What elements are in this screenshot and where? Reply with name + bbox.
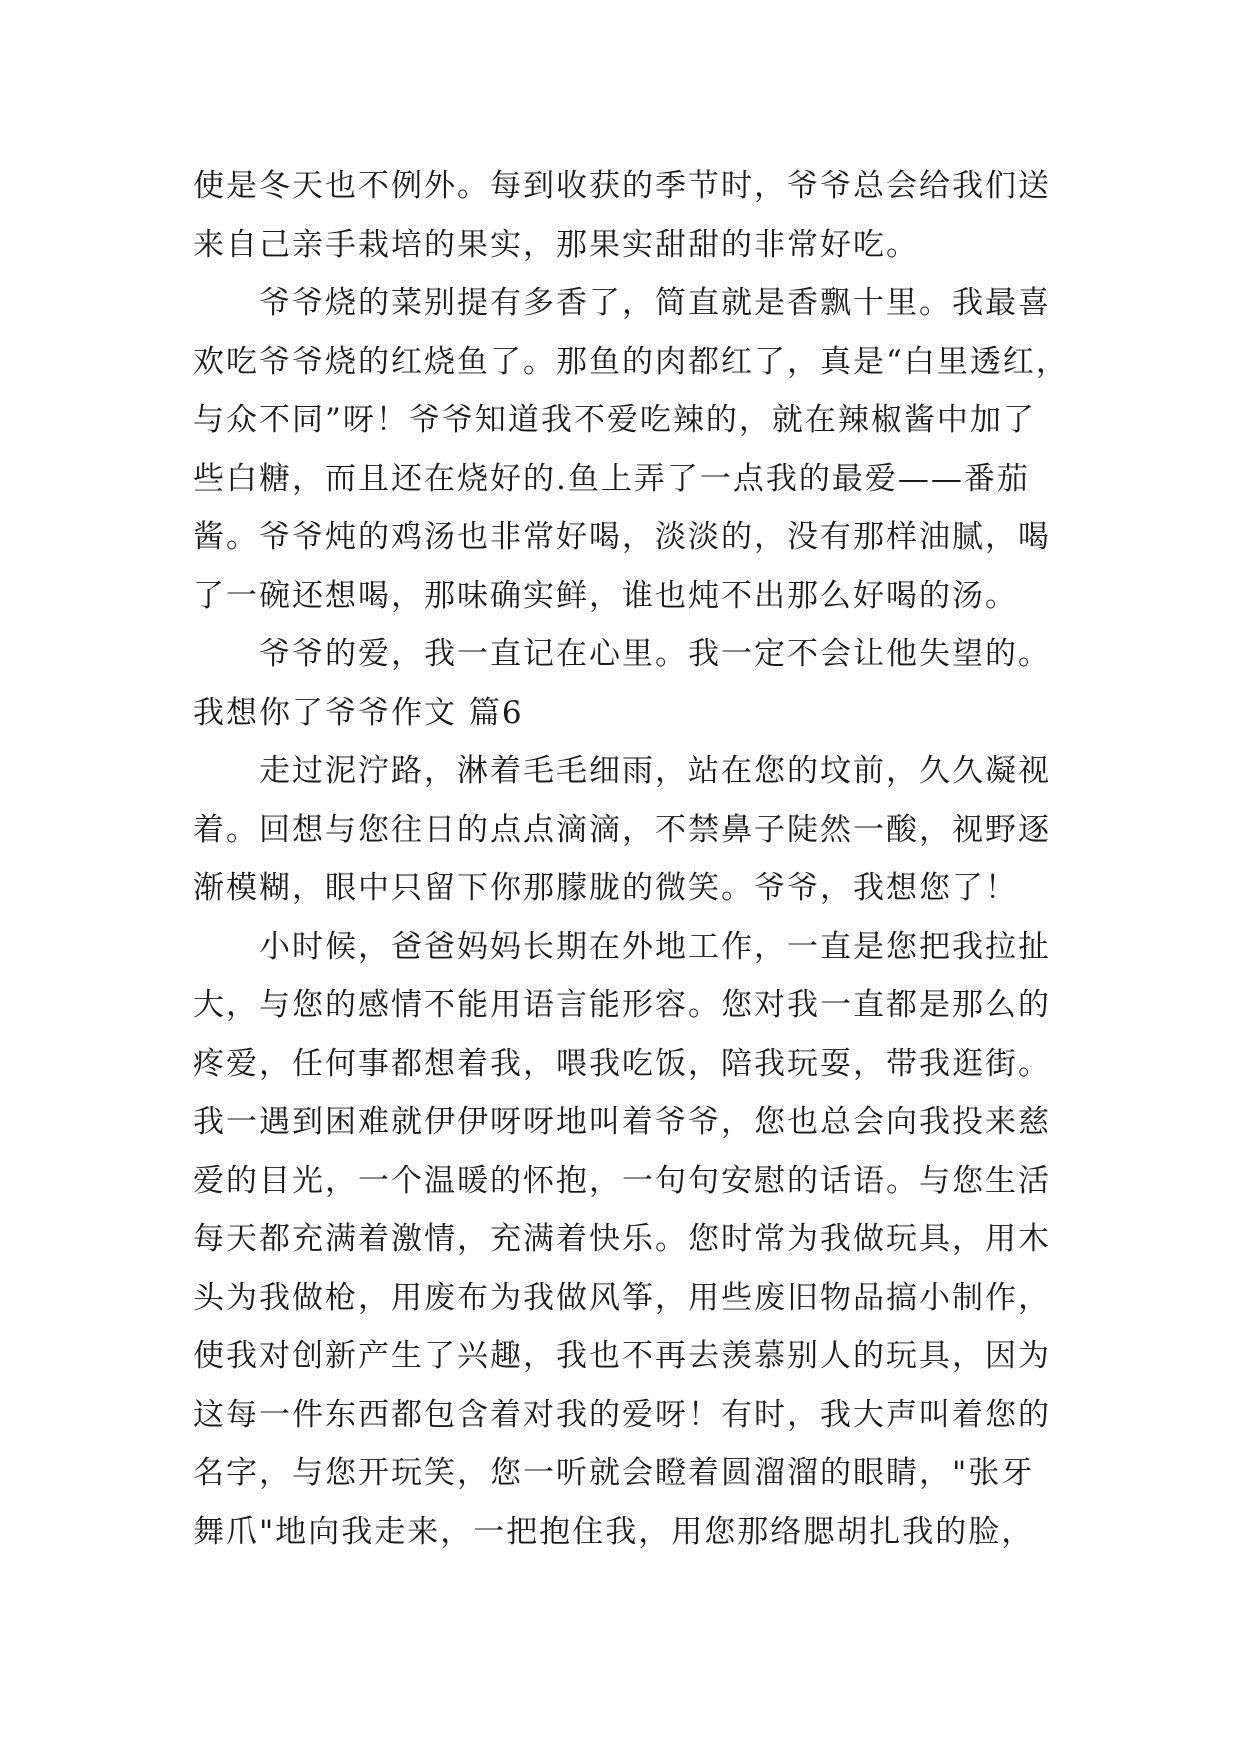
text-line-5: 与众不同”呀！爷爷知道我不爱吃辣的，就在辣椒酱中加了 bbox=[193, 402, 1036, 438]
text-line-6: 些白糖，而且还在烧好的.鱼上弄了一点我的最爱——番茄 bbox=[193, 460, 1030, 497]
text-line-18: 爱的目光，一个温暖的怀抱，一句句安慰的话语。与您生活 bbox=[193, 1162, 1051, 1199]
text-line-2: 来自己亲手栽培的果实，那果实甜甜的非常好吃。 bbox=[193, 226, 919, 263]
text-line-7: 酱。爷爷炖的鸡汤也非常好喝，淡淡的，没有那样油腻，喝 bbox=[193, 519, 1051, 555]
text-line-3: 爷爷烧的菜别提有多香了，简直就是香飘十里。我最喜 bbox=[259, 285, 1051, 321]
text-line-14: 小时候，爸爸妈妈长期在外地工作，一直是您把我拉扯 bbox=[259, 928, 1051, 965]
text-line-11: 走过泥泞路，淋着毛毛细雨，站在您的坟前，久久凝视 bbox=[259, 753, 1051, 789]
text-line-15: 大，与您的感情不能用语言能形容。您对我一直都是那么的 bbox=[193, 987, 1051, 1023]
text-line-1: 使是冬天也不例外。每到收获的季节时，爷爷总会给我们送 bbox=[193, 168, 1051, 204]
text-line-12: 着。回想与您往日的点点滴滴，不禁鼻子陡然一酸，视野逐 bbox=[193, 811, 1051, 848]
text-line-22: 这每一件东西都包含着对我的爱呀！有时，我大声叫着您的 bbox=[193, 1396, 1051, 1433]
text-line-9: 爷爷的爱，我一直记在心里。我一定不会让他失望的。 bbox=[259, 636, 1051, 672]
essay-text bbox=[193, 157, 1073, 1561]
text-line-17: 我一遇到困难就伊伊呀呀地叫着爷爷，您也总会向我投来慈 bbox=[193, 1104, 1051, 1140]
text-line-20: 头为我做枪，用废布为我做风筝，用些废旧物品搞小制作， bbox=[193, 1279, 1051, 1316]
text-line-19: 每天都充满着激情，充满着快乐。您时常为我做玩具，用木 bbox=[193, 1221, 1051, 1257]
text-line-23: 名字，与您开玩笑，您一听就会瞪着圆溜溜的眼睛，"张牙 bbox=[193, 1455, 1035, 1491]
text-line-13: 渐模糊，眼中只留下你那朦胧的微笑。爷爷，我想您了！ bbox=[193, 870, 1018, 906]
text-line-16: 疼爱，任何事都想着我，喂我吃饭，陪我玩耍，带我逛街。 bbox=[193, 1045, 1051, 1082]
text-line-4: 欢吃爷爷烧的红烧鱼了。那鱼的肉都红了，真是“白里透红， bbox=[193, 343, 1069, 380]
text-line-21: 使我对创新产生了兴趣，我也不再去羡慕别人的玩具，因为 bbox=[193, 1338, 1051, 1374]
text-line-8: 了一碗还想喝，那味确实鲜，谁也炖不出那么好喝的汤。 bbox=[193, 577, 1018, 614]
text-line-24: 舞爪"地向我走来，一把抱住我，用您那络腮胡扎我的脸， bbox=[193, 1513, 1035, 1550]
section-heading: 我想你了爷爷作文 篇6 bbox=[193, 694, 524, 731]
